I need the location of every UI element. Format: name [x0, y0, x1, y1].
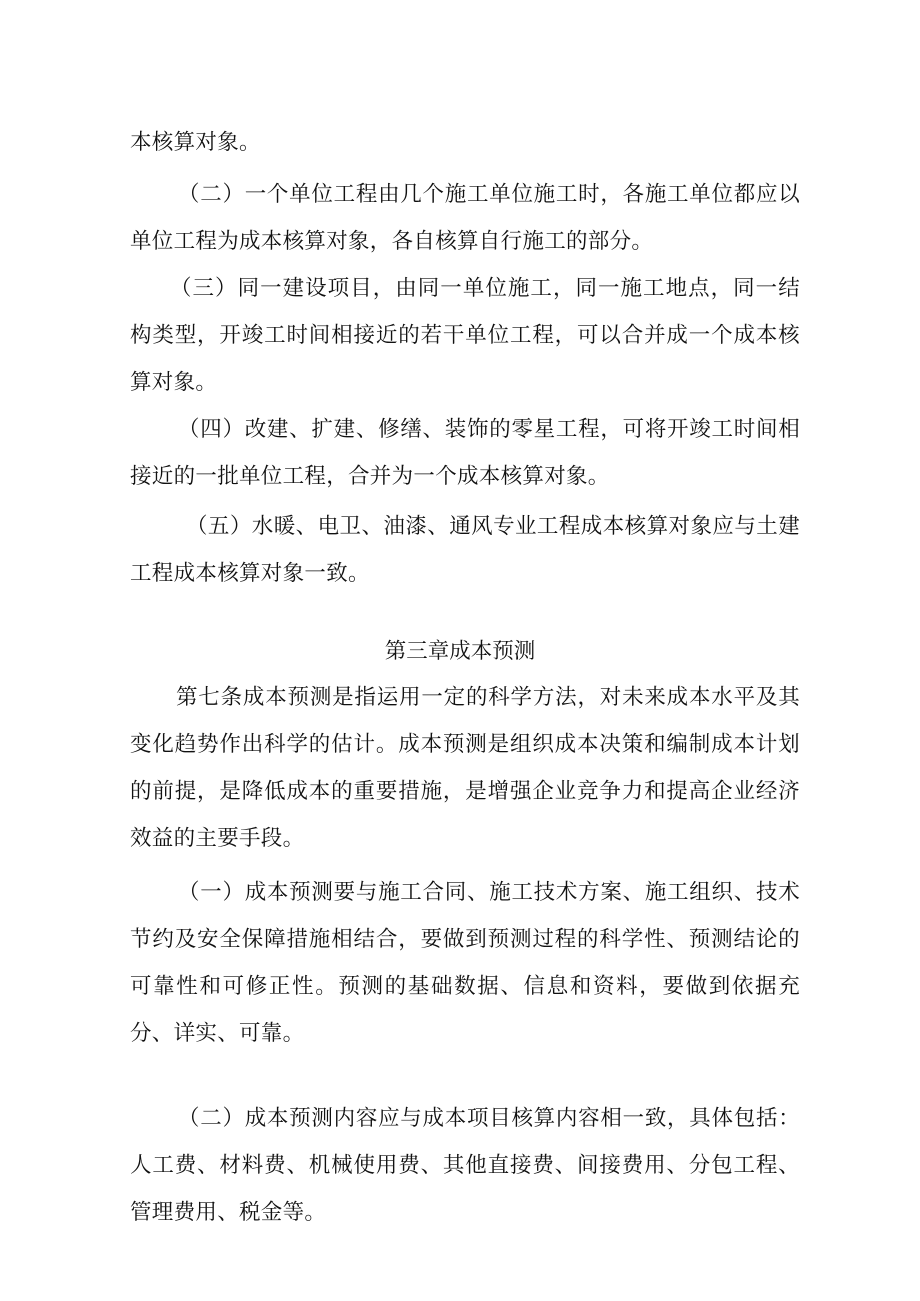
paragraph-item-4: （四）改建、扩建、修缮、装饰的零星工程，可将开竣工时间相接近的一批单位工程，合并为一个成本核算对象。 — [130, 417, 800, 489]
paragraph-continuation: 本核算对象。 — [130, 130, 261, 155]
paragraph-item-2: （二）一个单位工程由几个施工单位施工时，各施工单位都应以单位工程为成本核算对象，各自核算自行施工的部分。 — [130, 182, 800, 254]
article-7-paragraph: 第七条成本预测是指运用一定的科学方法，对未来成本水平及其变化趋势作出科学的估计。成本预测是组织成本决策和编制成本计划的前提，是降低成本的重要措施，是增强企业竞争力和提高企业经济效益的主要手段。 — [130, 685, 800, 851]
paragraph-item-3: （三）同一建设项目，由同一单位施工，同一施工地点，同一结构类型，开竣工时间相接近的若干单位工程，可以合并成一个成本核算对象。 — [130, 276, 800, 395]
paragraph-item-5: （五）水暖、电卫、油漆、通风专业工程成本核算对象应与土建工程成本核算对象一致。 — [130, 514, 800, 586]
chapter-title: 第三章成本预测 — [384, 639, 536, 664]
prediction-item-2: （二）成本预测内容应与成本项目核算内容相一致，具体包括：人工费、材料费、机械使用费、其他直接费、间接费用、分包工程、管理费用、税金等。 — [130, 1106, 800, 1225]
prediction-item-1: （一）成本预测要与施工合同、施工技术方案、施工组织、技术节约及安全保障措施相结合，要做到预测过程的科学性、预测结论的可靠性和可修正性。预测的基础数据、信息和资料，要做到依据充分、详实、可靠。 — [130, 880, 800, 1046]
